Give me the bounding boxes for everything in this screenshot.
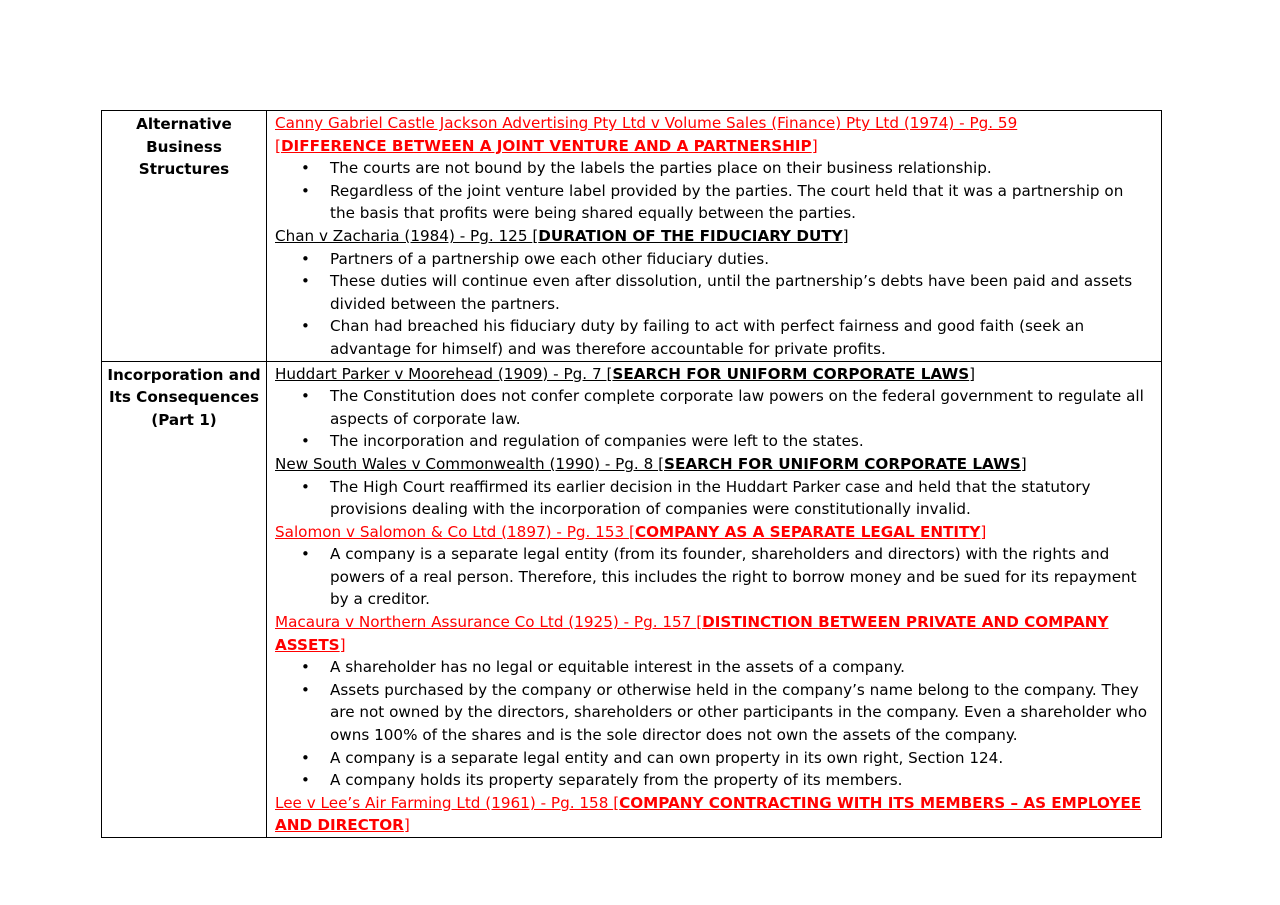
list-item: • A shareholder has no legal or equitable interest in the assets of a company. — [275, 656, 1153, 679]
case-heading: New South Wales v Commonwealth (1990) - Pg. 8 [SEARCH FOR UNIFORM CORPORATE LAWS] — [275, 454, 1027, 473]
bullet-list — [275, 543, 1153, 611]
list-item: • Regardless of the joint venture label provided by the parties. The court held that it was a partnership on the basis that profits were being shared equally between the parties. — [275, 180, 1153, 225]
case-notes-table — [101, 110, 1162, 838]
table-row — [102, 111, 1162, 362]
case-heading: Chan v Zacharia (1984) - Pg. 125 [DURATION OF THE FIDUCIARY DUTY] — [275, 226, 849, 245]
list-item: • The incorporation and regulation of companies were left to the states. — [275, 430, 1153, 453]
list-item: • Assets purchased by the company or otherwise held in the company’s name belong to the company. They are not owned by the directors, shareholders or other participants in the company. Even a shareholder who owns 100% of the shares and is the sole director does not own the assets of the company. — [275, 679, 1153, 747]
list-item: • The High Court reaffirmed its earlier decision in the Huddart Parker case and held that the statutory provisions dealing with the incorporation of companies were constitutionally invalid. — [275, 476, 1153, 521]
bullet-list — [275, 476, 1153, 521]
case-heading: Lee v Lee’s Air Farming Ltd (1961) - Pg. 158 [COMPANY CONTRACTING WITH ITS MEMBERS – AS EMPLOYEE AND DIRECTOR] — [275, 793, 1142, 835]
list-item: • Partners of a partnership owe each other fiduciary duties. — [275, 248, 1153, 271]
content-cell — [267, 361, 1162, 837]
case-heading: Canny Gabriel Castle Jackson Advertising Pty Ltd v Volume Sales (Finance) Pty Ltd (1974) - Pg. 59 [DIFFERENCE BETWEEN A JOINT VENTURE AND A PARTNERSHIP] — [275, 114, 1018, 155]
case-topic: SEARCH FOR UNIFORM CORPORATE LAWS — [612, 364, 970, 383]
list-item: • The courts are not bound by the labels the parties place on their business relationship. — [275, 157, 1153, 180]
list-item: • A company is a separate legal entity (from its founder, shareholders and directors) with the rights and powers of a real person. Therefore, this includes the right to borrow money and be sued for its repayment by a creditor. — [275, 543, 1153, 611]
case-topic: COMPANY AS A SEPARATE LEGAL ENTITY — [634, 522, 981, 541]
case-citation: Chan v Zacharia (1984) - Pg. 125 — [275, 226, 533, 245]
list-item: • A company holds its property separately from the property of its members. — [275, 769, 1153, 792]
content-cell — [267, 111, 1162, 362]
case-topic: SEARCH FOR UNIFORM CORPORATE LAWS — [664, 454, 1021, 473]
list-item: • A company is a separate legal entity and can own property in its own right, Section 124. — [275, 747, 1153, 770]
case-heading: Salomon v Salomon & Co Ltd (1897) - Pg. 153 [COMPANY AS A SEPARATE LEGAL ENTITY] — [275, 522, 987, 541]
case-citation: Lee v Lee’s Air Farming Ltd (1961) - Pg. 158 — [275, 793, 614, 812]
bullet-list — [275, 248, 1153, 361]
topic-cell: Alternative Business Structures — [102, 111, 267, 362]
list-item: • The Constitution does not confer complete corporate law powers on the federal government to regulate all aspects of corporate law. — [275, 385, 1153, 430]
case-citation: Macaura v Northern Assurance Co Ltd (1925) - Pg. 157 — [275, 613, 697, 632]
case-topic: COMPANY CONTRACTING WITH ITS MEMBERS – AS EMPLOYEE AND DIRECTOR — [275, 793, 1142, 835]
list-item: • Chan had breached his fiduciary duty by failing to act with perfect fairness and good faith (seek an advantage for himself) and was therefore accountable for private profits. — [275, 315, 1153, 360]
case-citation: Canny Gabriel Castle Jackson Advertising Pty Ltd v Volume Sales (Finance) Pty Ltd (1974) - Pg. 59 — [275, 114, 1018, 132]
bullet-list — [275, 157, 1153, 225]
case-heading: Macaura v Northern Assurance Co Ltd (1925) - Pg. 157 [DISTINCTION BETWEEN PRIVATE AND COMPANY ASSETS] — [275, 613, 1109, 654]
case-topic: DIFFERENCE BETWEEN A JOINT VENTURE AND A PARTNERSHIP — [280, 136, 812, 155]
list-item: • These duties will continue even after dissolution, until the partnership’s debts have been paid and assets divided between the partners. — [275, 270, 1153, 315]
case-citation: Salomon v Salomon & Co Ltd (1897) - Pg. 153 — [275, 522, 629, 541]
table-row — [102, 361, 1162, 837]
bullet-list — [275, 385, 1153, 453]
case-topic: DURATION OF THE FIDUCIARY DUTY — [538, 226, 843, 245]
topic-cell: Incorporation and Its Consequences (Part 1) — [102, 361, 267, 837]
case-topic: DISTINCTION BETWEEN PRIVATE AND COMPANY ASSETS — [275, 613, 1109, 654]
case-citation: Huddart Parker v Moorehead (1909) - Pg. 7 — [275, 364, 607, 383]
bullet-list — [275, 656, 1153, 792]
case-heading: Huddart Parker v Moorehead (1909) - Pg. 7 [SEARCH FOR UNIFORM CORPORATE LAWS] — [275, 364, 976, 383]
case-citation: New South Wales v Commonwealth (1990) - Pg. 8 — [275, 454, 659, 473]
